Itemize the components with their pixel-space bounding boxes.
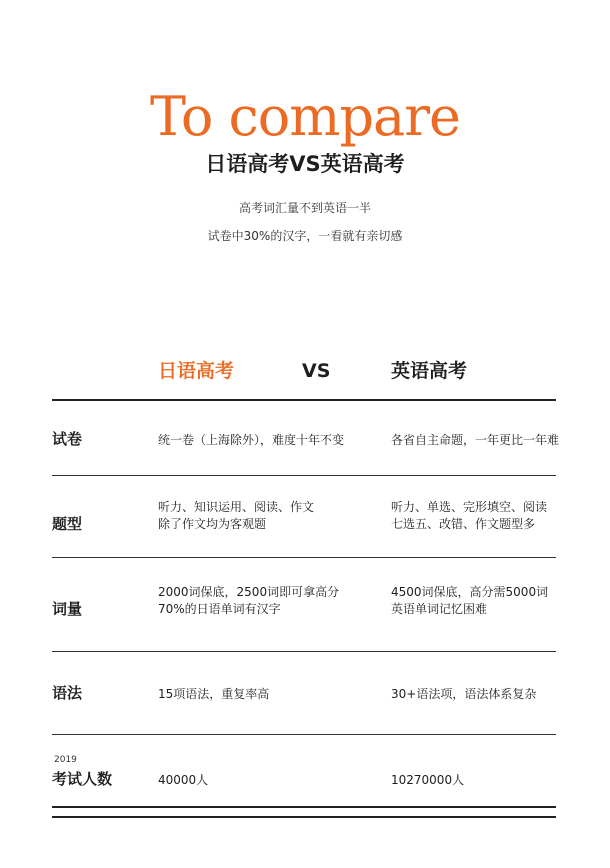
japanese-cell — [158, 499, 314, 533]
english-cell — [391, 584, 548, 618]
table-bottom-rule — [52, 816, 556, 818]
row-label: 语法 — [52, 684, 83, 702]
row-label: 考试人数 — [52, 770, 113, 788]
tagline-2: 试卷中30%的汉字，一看就有亲切感 — [207, 229, 403, 243]
cell-line: 40000人 — [158, 773, 209, 787]
table-bottom-rule — [52, 806, 556, 808]
hero-title: To compare — [150, 85, 460, 148]
column-header-english: 英语高考 — [391, 360, 468, 382]
row-note: 2019 — [54, 755, 77, 765]
cell-line: 10270000人 — [391, 773, 465, 787]
row-divider — [52, 651, 556, 652]
tagline-1: 高考词汇量不到英语一半 — [238, 201, 371, 215]
cell-line: 除了作文均为客观题 — [158, 517, 267, 531]
row-label: 题型 — [52, 515, 83, 533]
cell-line: 30+语法项，语法体系复杂 — [391, 687, 537, 701]
row-label: 试卷 — [52, 430, 83, 448]
row-label: 词量 — [52, 600, 83, 618]
japanese-cell — [158, 432, 344, 449]
cell-line: 听力、知识运用、阅读、作文 — [158, 500, 315, 514]
english-cell — [391, 686, 536, 703]
row-divider — [52, 557, 556, 558]
cell-line: 统一卷（上海除外），难度十年不变 — [158, 433, 345, 447]
japanese-cell — [158, 686, 269, 703]
cell-line: 听力、单选、完形填空、阅读 — [391, 500, 548, 514]
cell-line: 各省自主命题，一年更比一年难 — [391, 433, 560, 447]
english-cell — [391, 772, 464, 789]
cell-line: 15项语法，重复率高 — [158, 687, 270, 701]
cell-line: 2000词保底，2500词即可拿高分 — [158, 585, 340, 599]
english-cell — [391, 499, 547, 533]
row-divider — [52, 475, 556, 476]
column-header-vs: VS — [302, 360, 331, 382]
cell-line: 英语单词记忆困难 — [391, 602, 488, 616]
cell-line: 70%的日语单词有汉字 — [158, 602, 281, 616]
english-cell — [391, 432, 559, 449]
japanese-cell — [158, 584, 339, 618]
cell-line: 七选五、改错、作文题型多 — [391, 517, 536, 531]
row-divider — [52, 734, 556, 735]
page-subtitle: 日语高考VS英语高考 — [205, 152, 405, 176]
cell-line: 4500词保底，高分需5000词 — [391, 585, 549, 599]
table-top-rule — [52, 399, 556, 401]
column-header-japanese: 日语高考 — [158, 360, 235, 382]
japanese-cell — [158, 772, 208, 789]
